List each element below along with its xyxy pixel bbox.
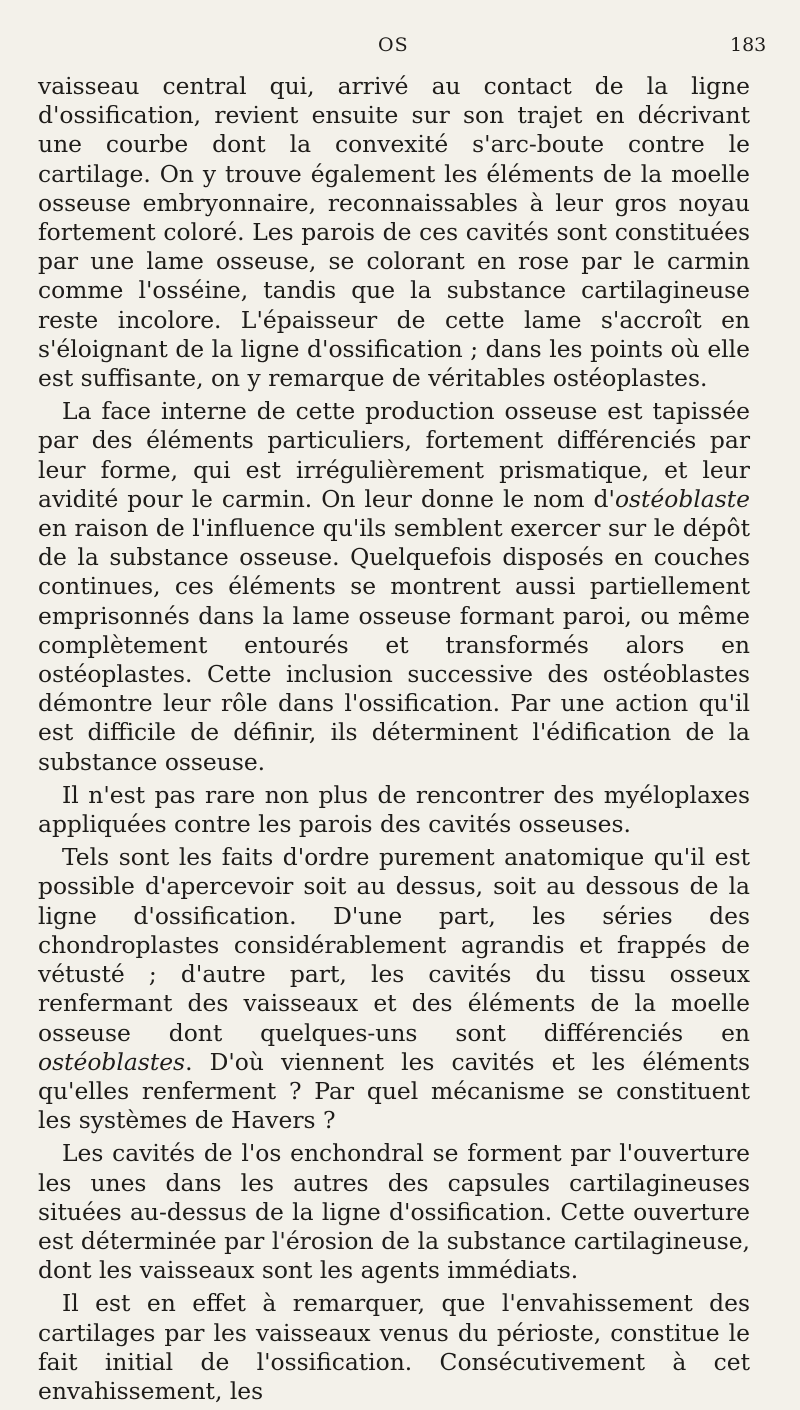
text-run: Les cavités de l'os enchondral se forment par l'ouverture les unes dans les autres des capsules cartilagineuses situées au-dessus de la ligne d'ossification. Cette ouverture est déterminée par l'érosion de la substance cartilagineuse, dont les vaisseaux sont les agents immédiats. [38,1139,750,1285]
text-run: Il n'est pas rare non plus de rencontrer des myéloplaxes appliquées contre les parois des cavités osseuses. [38,780,750,839]
paragraph [38,781,750,839]
text-run: La face interne de cette production osseuse est tapissée par des éléments particuliers, fortement différenciés par leur forme, qui est irrégulièrement prismatique, et leur avidité pour le carmin. On leur donne le nom d' [38,397,750,513]
text-run: Tels sont les faits d'ordre purement anatomique qu'il est possible d'apercevoir soit au dessus, soit au dessous de la ligne d'ossification. D'une part, les séries des chondroplastes considérablement agrandis et frappés de vétusté ; d'autre part, les cavités du tissu osseux renfermant des vaisseaux et des éléments de la moelle osseuse dont quelques-uns sont différenciés en [38,843,750,1047]
running-title: OS [378,34,409,56]
italic-term: ostéoblaste [614,484,750,513]
text-run: vaisseau central qui, arrivé au contact de la ligne d'ossification, revient ensuite sur son trajet en décrivant une courbe dont la convexité s'arc-boute contre le cartilage. On y trouve également les éléments de la moelle osseuse embryonnaire, reconnaissables à leur gros noyau fortement coloré. Les parois de ces cavités sont constituées par une lame osseuse, se colorant en rose par le carmin comme l'osséine, tandis que la substance cartilagineuse reste incolore. L'épaisseur de cette lame s'accroît en s'éloignant de la ligne d'ossification ; dans les points où elle est suffisante, on y remarque de véritables ostéoplastes. [38,72,750,393]
paragraph [38,72,750,393]
paragraph [38,397,750,777]
text-run: Il est en effet à remarquer, que l'envahissement des cartilages par les vaisseaux venus du périoste, constitue le fait initial de l'ossification. Consécutivement à cet envahissement, les [38,1289,750,1405]
body-text [38,72,750,1410]
running-header [0,34,800,58]
paragraph [38,843,750,1135]
italic-term: ostéoblastes [38,1047,186,1076]
text-run: en raison de l'influence qu'ils semblent exercer sur le dépôt de la substance osseuse. Quelquefois disposés en couches continues, ces éléments se montrent aussi partiellement emprisonnés dans la lame osseuse formant paroi, ou même complètement entourés et transformés alors en ostéoplastes. Cette inclusion successive des ostéoblastes démontre leur rôle dans l'ossification. Par une action qu'il est difficile de définir, ils déterminent l'édification de la substance osseuse. [38,514,750,776]
paragraph [38,1139,750,1285]
text-run: . D'où viennent les cavités et les éléments qu'elles renferment ? Par quel mécanisme se constituent les systèmes de Havers ? [38,1047,750,1135]
page-number: 183 [730,34,767,56]
paragraph [38,1289,750,1406]
